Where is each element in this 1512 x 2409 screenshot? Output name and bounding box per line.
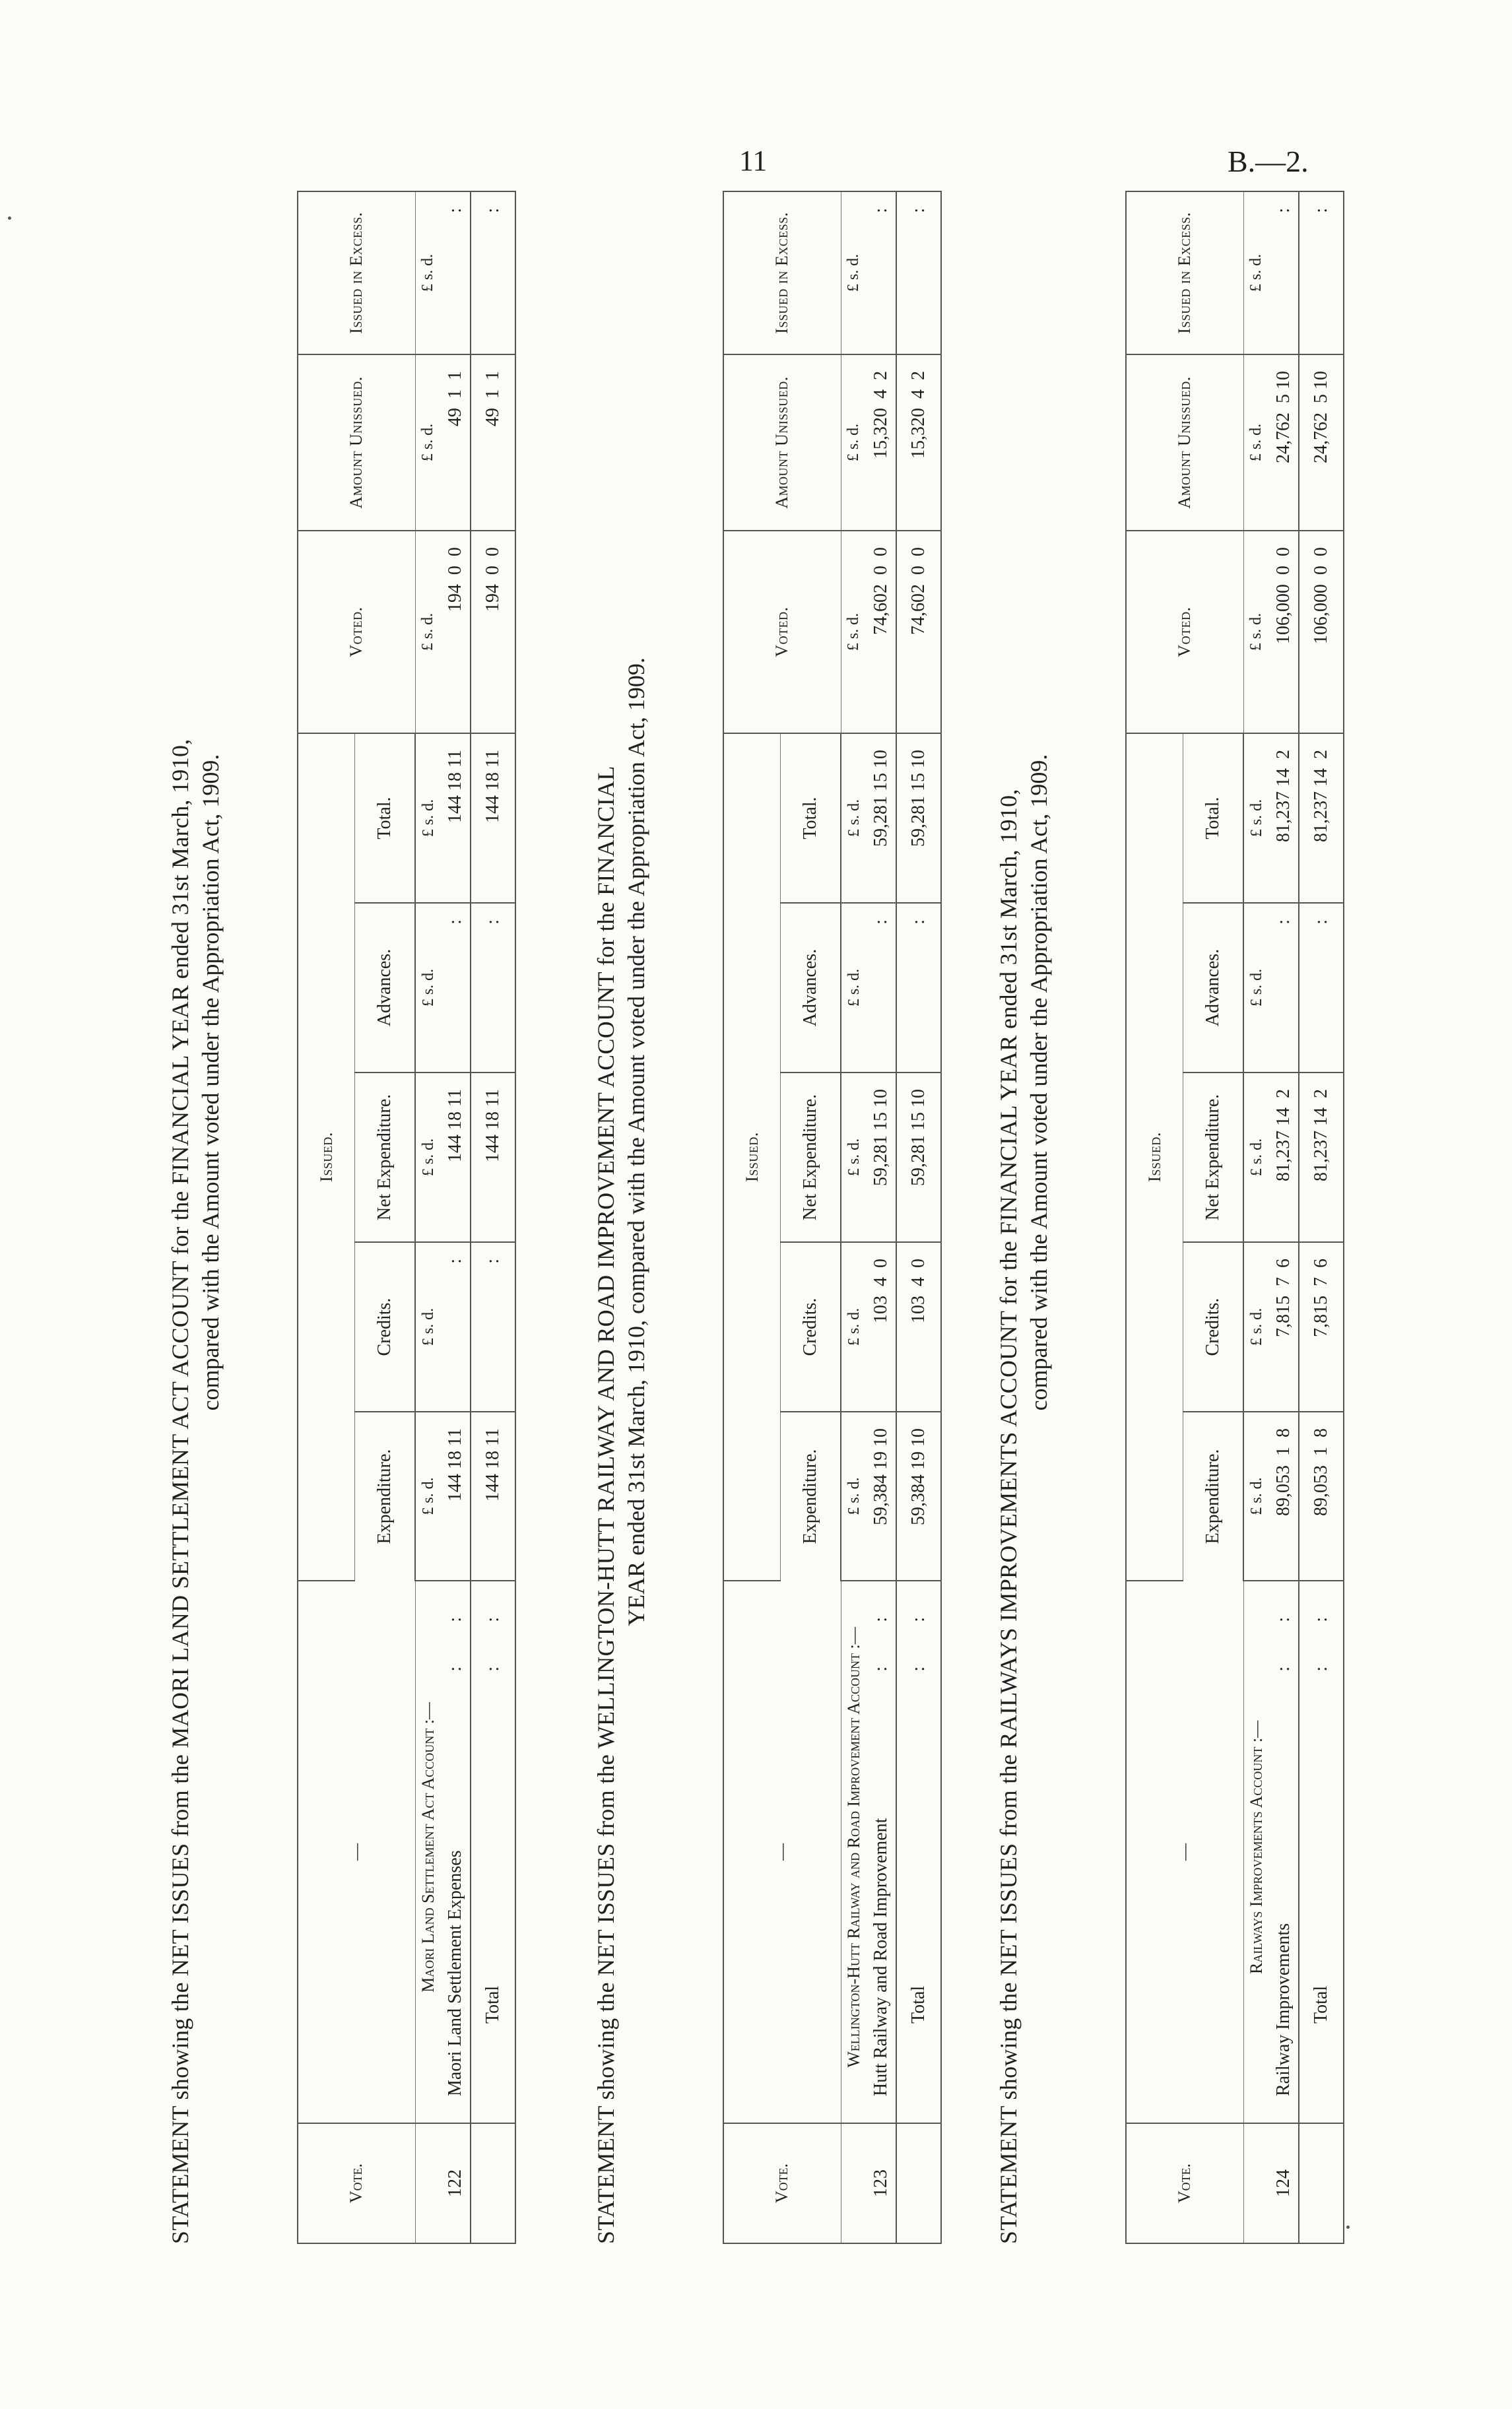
excess-total: : (896, 191, 941, 354)
header-row (298, 191, 355, 2243)
credits-total: : (471, 1242, 515, 1412)
page-number: 11 (739, 145, 768, 177)
table-row (441, 191, 471, 2243)
statement-heading (993, 66, 1125, 2244)
total-row (896, 191, 941, 2243)
credits-cell: 103 4 0 (867, 1242, 896, 1412)
advances-total: : (1299, 903, 1344, 1072)
total-label: Total : : (896, 1581, 941, 2123)
voted-total: 194 0 0 (471, 531, 515, 733)
units-label: £ s. d. (1243, 733, 1269, 903)
vote-number: 122 (445, 2169, 465, 2197)
advances-total: : (471, 903, 515, 1072)
total-column-header: Total. (781, 733, 841, 903)
page-reference: B.—2. (1228, 145, 1309, 178)
net-expenditure-column-header: Net Expenditure. (1183, 1072, 1244, 1242)
account-heading: Maori Land Settlement Act Account :— (418, 1702, 438, 1993)
units-label: £ s. d. (1243, 903, 1269, 1072)
advances-column-header: Advances. (1183, 903, 1244, 1072)
units-label: £ s. d. (415, 531, 441, 733)
credits-total: 103 4 0 (896, 1242, 941, 1412)
statement-table (297, 191, 516, 2244)
net-expenditure-total: 59,281 15 10 (896, 1072, 941, 1242)
expenditure-total: 89,053 1 8 (1299, 1412, 1344, 1581)
units-label: £ s. d. (415, 354, 441, 531)
statement-subtitle: compared with the Amount voted under the Appropriation Act, 1909. (197, 754, 224, 1411)
advances-cell: : (441, 903, 471, 1072)
units-label: £ s. d. (841, 1242, 867, 1412)
credits-cell: : (441, 1242, 471, 1412)
unissued-total: 24,762 5 10 (1299, 354, 1344, 531)
net-expenditure-cell: 81,237 14 2 (1269, 1072, 1299, 1242)
units-row (841, 191, 867, 2243)
units-label: £ s. d. (415, 191, 441, 354)
item-description: Maori Land Settlement Expenses : : (441, 1581, 471, 2123)
units-label: £ s. d. (841, 903, 867, 1072)
voted-cell: 194 0 0 (441, 531, 471, 733)
voted-column-header: Voted. (298, 531, 415, 733)
expenditure-column-header: Expenditure. (1183, 1412, 1244, 1581)
item-description: Railway Improvements : : (1269, 1581, 1299, 2123)
unissued-column-header: Amount Unissued. (723, 354, 841, 531)
units-label: £ s. d. (841, 354, 867, 531)
issued-group-header: Issued. (298, 733, 355, 1581)
statement-table (723, 191, 942, 2244)
unissued-column-header: Amount Unissued. (1126, 354, 1243, 531)
expenditure-cell: 89,053 1 8 (1269, 1412, 1299, 1581)
total-row (471, 191, 515, 2243)
total-total: 81,237 14 2 (1299, 733, 1344, 903)
expenditure-column-header: Expenditure. (355, 1412, 416, 1581)
expenditure-column-header: Expenditure. (781, 1412, 841, 1581)
advances-column-header: Advances. (781, 903, 841, 1072)
total-cell: 81,237 14 2 (1269, 733, 1299, 903)
description-column-header: — (298, 1581, 415, 2123)
header-row (723, 191, 781, 2243)
table-row (1269, 191, 1299, 2243)
vote-column-header: Vote. (1126, 2123, 1243, 2243)
units-label: £ s. d. (415, 733, 441, 903)
item-description: Hutt Railway and Road Improvement : : (867, 1581, 896, 2123)
header-row (1126, 191, 1183, 2243)
total-label: Total : : (1299, 1581, 1344, 2123)
total-cell: 144 18 11 (441, 733, 471, 903)
statement-table (1125, 191, 1344, 2244)
issued-group-header: Issued. (1126, 733, 1183, 1581)
scan-speck (8, 216, 11, 220)
expenditure-total: 144 18 11 (471, 1412, 515, 1581)
unissued-cell: 15,320 4 2 (867, 354, 896, 531)
units-label: £ s. d. (1243, 354, 1269, 531)
statement-title: STATEMENT showing the NET ISSUES from the RAILWAYS IMPROVEMENTS ACCOUNT for the FINANCIAL YEAR ended 31st March, 1910, (995, 789, 1022, 2244)
net-expenditure-total: 144 18 11 (471, 1072, 515, 1242)
total-column-header: Total. (355, 733, 416, 903)
statement-title: STATEMENT showing the NET ISSUES from the MAORI LAND SETTLEMENT ACT ACCOUNT for the FINANCIAL YEAR ended 31st March, 1910, (167, 739, 193, 2244)
unissued-column-header: Amount Unissued. (298, 354, 415, 531)
units-label: £ s. d. (841, 733, 867, 903)
credits-cell: 7,815 7 6 (1269, 1242, 1299, 1412)
statement-heading (591, 66, 723, 2244)
units-label: £ s. d. (415, 1242, 441, 1412)
voted-column-header: Voted. (723, 531, 841, 733)
excess-total: : (471, 191, 515, 354)
excess-cell: : (1269, 191, 1299, 354)
unissued-cell: 24,762 5 10 (1269, 354, 1299, 531)
expenditure-total: 59,384 19 10 (896, 1412, 941, 1581)
excess-column-header: Issued in Excess. (723, 191, 841, 354)
units-row (415, 191, 441, 2243)
vote-column-header: Vote. (298, 2123, 415, 2243)
statement-maori-land-settlement (165, 66, 516, 2244)
total-cell: 59,281 15 10 (867, 733, 896, 903)
units-label: £ s. d. (415, 1412, 441, 1581)
net-expenditure-cell: 144 18 11 (441, 1072, 471, 1242)
excess-column-header: Issued in Excess. (298, 191, 415, 354)
net-expenditure-column-header: Net Expenditure. (355, 1072, 416, 1242)
units-label: £ s. d. (841, 1072, 867, 1242)
units-label: £ s. d. (841, 1412, 867, 1581)
net-expenditure-column-header: Net Expenditure. (781, 1072, 841, 1242)
total-total: 59,281 15 10 (896, 733, 941, 903)
table-row (867, 191, 896, 2243)
expenditure-cell: 59,384 19 10 (867, 1412, 896, 1581)
units-label: £ s. d. (1243, 1412, 1269, 1581)
scan-speck (1346, 2226, 1350, 2229)
vote-column-header: Vote. (723, 2123, 841, 2243)
advances-cell: : (1269, 903, 1299, 1072)
units-label: £ s. d. (415, 1072, 441, 1242)
excess-cell: : (441, 191, 471, 354)
total-column-header: Total. (1183, 733, 1244, 903)
expenditure-cell: 144 18 11 (441, 1412, 471, 1581)
total-label: Total : : (471, 1581, 515, 2123)
net-expenditure-cell: 59,281 15 10 (867, 1072, 896, 1242)
vote-number: 123 (871, 2169, 891, 2197)
credits-total: 7,815 7 6 (1299, 1242, 1344, 1412)
statement-wellington-hutt-railway (591, 66, 942, 2244)
net-expenditure-total: 81,237 14 2 (1299, 1072, 1344, 1242)
statement-railways-improvements (993, 66, 1344, 2244)
description-column-header: — (1126, 1581, 1243, 2123)
statement-subtitle: compared with the Amount voted under the Appropriation Act, 1909. (1026, 754, 1052, 1411)
excess-column-header: Issued in Excess. (1126, 191, 1243, 354)
vote-number: 124 (1273, 2169, 1294, 2197)
units-label: £ s. d. (1243, 1072, 1269, 1242)
issued-group-header: Issued. (723, 733, 781, 1581)
unissued-cell: 49 1 1 (441, 354, 471, 531)
units-label: £ s. d. (841, 191, 867, 354)
units-label: £ s. d. (415, 903, 441, 1072)
units-label: £ s. d. (1243, 531, 1269, 733)
advances-cell: : (867, 903, 896, 1072)
statement-heading (165, 66, 297, 2244)
statement-title: STATEMENT showing the NET ISSUES from the WELLINGTON-HUTT RAILWAY AND ROAD IMPROVEMENT ACCOUNT for the FINANCIAL (593, 766, 619, 2244)
account-heading: Railways Improvements Account :— (1246, 1720, 1266, 1975)
credits-column-header: Credits. (1183, 1242, 1244, 1412)
description-column-header: — (723, 1581, 841, 2123)
excess-total: : (1299, 191, 1344, 354)
voted-cell: 106,000 0 0 (1269, 531, 1299, 733)
units-label: £ s. d. (1243, 1242, 1269, 1412)
excess-cell: : (867, 191, 896, 354)
total-total: 144 18 11 (471, 733, 515, 903)
units-label: £ s. d. (841, 531, 867, 733)
credits-column-header: Credits. (781, 1242, 841, 1412)
voted-column-header: Voted. (1126, 531, 1243, 733)
account-heading: Wellington-Hutt Railway and Road Improvement Account :— (843, 1627, 863, 2068)
advances-total: : (896, 903, 941, 1072)
voted-total: 74,602 0 0 (896, 531, 941, 733)
statement-subtitle: YEAR ended 31st March, 1910, compared with the Amount voted under the Appropriation Act, 1909. (623, 657, 649, 1626)
voted-cell: 74,602 0 0 (867, 531, 896, 733)
unissued-total: 15,320 4 2 (896, 354, 941, 531)
unissued-total: 49 1 1 (471, 354, 515, 531)
units-label: £ s. d. (1243, 191, 1269, 354)
credits-column-header: Credits. (355, 1242, 416, 1412)
voted-total: 106,000 0 0 (1299, 531, 1344, 733)
advances-column-header: Advances. (355, 903, 416, 1072)
units-row (1243, 191, 1269, 2243)
total-row (1299, 191, 1344, 2243)
